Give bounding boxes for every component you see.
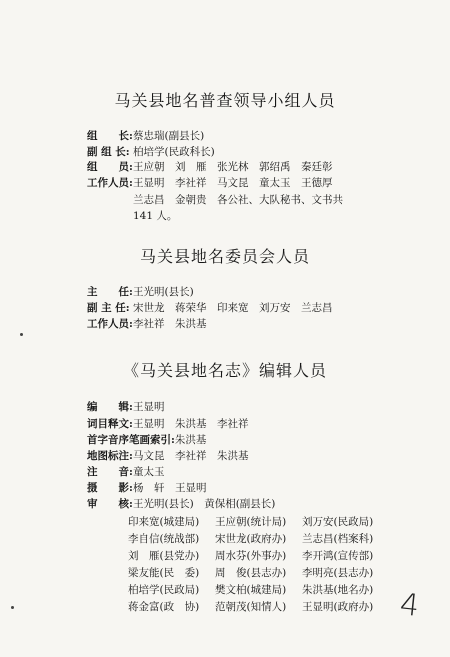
reviewer-entry: 范朝茂(知情人) <box>215 601 287 613</box>
handwritten-page-number: 4 <box>398 587 421 624</box>
reviewer-entry: 李开鸿(宣传部) <box>302 550 374 562</box>
row-committee-staff <box>87 316 207 331</box>
row-names: 王应朝 刘 雁 张光林 郭绍禹 秦廷彰 <box>133 161 333 173</box>
row-names: 王光明(县长) <box>133 286 194 298</box>
row-index <box>87 432 206 447</box>
row-names: 童太玉 <box>133 466 165 478</box>
row-label: 副 主 任: <box>87 302 130 314</box>
row-label: 首字音序笔画索引: <box>87 434 175 446</box>
reviewer-entry: 柏培学(民政局) <box>128 584 200 596</box>
row-leader <box>87 128 204 143</box>
row-names: 王显明 <box>133 401 165 413</box>
row-map-annotation <box>87 448 249 463</box>
section-title-leading-group: 马关县地名普查领导小组人员 <box>114 91 336 110</box>
row-members <box>87 159 333 174</box>
row-names: 王显明 朱洪基 李社祥 <box>133 418 249 430</box>
row-label: 摄 影: <box>87 482 133 494</box>
reviewer-entry: 宋世龙(政府办) <box>215 533 287 545</box>
row-names: 杨 轩 王显明 <box>133 482 207 494</box>
row-staff <box>87 175 333 190</box>
section-title-committee: 马关县地名委员会人员 <box>139 247 310 266</box>
row-label: 组 长: <box>87 130 133 142</box>
row-label: 词目释文: <box>87 418 133 430</box>
row-label: 工作人员: <box>87 318 133 330</box>
row-label: 主 任: <box>87 286 133 298</box>
row-label: 审 核: <box>87 498 133 510</box>
row-deputy-leader <box>87 144 215 159</box>
row-names: 王光明(县长) 黄保相(副县长) <box>133 498 276 510</box>
row-label: 编 辑: <box>87 401 133 413</box>
section-title-editors: 《马关县地名志》编辑人员 <box>122 361 327 380</box>
row-label: 地图标注: <box>87 450 133 462</box>
row-names: 宋世龙 蒋荣华 印来宽 刘万安 兰志昌 <box>133 302 333 314</box>
reviewer-entry: 蒋金富(政 协) <box>128 601 200 613</box>
row-label: 副 组 长: <box>87 146 130 158</box>
staff-continuation-line-1: 兰志昌 金朝贵 各公社、大队秘书、文书共 <box>133 194 343 206</box>
reviewer-entry: 朱洪基(地名办) <box>302 584 374 596</box>
reviewer-entry: 刘万安(民政局) <box>302 516 374 528</box>
row-names: 王显明 李社祥 马文昆 童太玉 王德厚 <box>133 177 333 189</box>
reviewer-entry: 李自信(统战部) <box>128 533 200 545</box>
row-director <box>87 284 194 299</box>
reviewer-entry: 樊文柏(城建局) <box>215 584 287 596</box>
reviewer-entry: 印来宽(城建局) <box>128 516 200 528</box>
reviewer-entry: 梁友能(民 委) <box>128 567 200 579</box>
row-deputy-director <box>87 300 333 315</box>
row-names: 柏培学(民政科长) <box>133 146 215 158</box>
row-label: 工作人员: <box>87 177 133 189</box>
row-label: 组 员: <box>87 161 133 173</box>
reviewer-entry: 李明亮(县志办) <box>302 567 374 579</box>
row-names: 蔡忠瑞(副县长) <box>133 130 205 142</box>
row-names: 朱洪基 <box>174 434 207 446</box>
reviewer-entry: 王应朝(统计局) <box>215 516 287 528</box>
reviewer-entry: 周水芬(外事办) <box>215 550 287 562</box>
reviewer-entry: 周 俊(县志办) <box>215 567 287 579</box>
reviewer-entry: 王显明(政府办) <box>302 601 374 613</box>
row-photography <box>87 480 207 495</box>
scan-speck <box>20 333 23 336</box>
row-entry-text <box>87 416 249 431</box>
row-phonetic <box>87 464 165 479</box>
row-editor <box>87 399 165 414</box>
row-label: 注 音: <box>87 466 133 478</box>
staff-continuation-line-2: 141 人。 <box>133 210 178 222</box>
reviewer-entry: 刘 雁(县党办) <box>128 550 200 562</box>
row-review <box>87 496 275 511</box>
row-names: 李社祥 朱洪基 <box>133 318 207 330</box>
row-names: 马文昆 李社祥 朱洪基 <box>133 450 249 462</box>
scan-speck <box>11 606 14 609</box>
reviewer-entry: 兰志昌(档案科) <box>302 533 374 545</box>
